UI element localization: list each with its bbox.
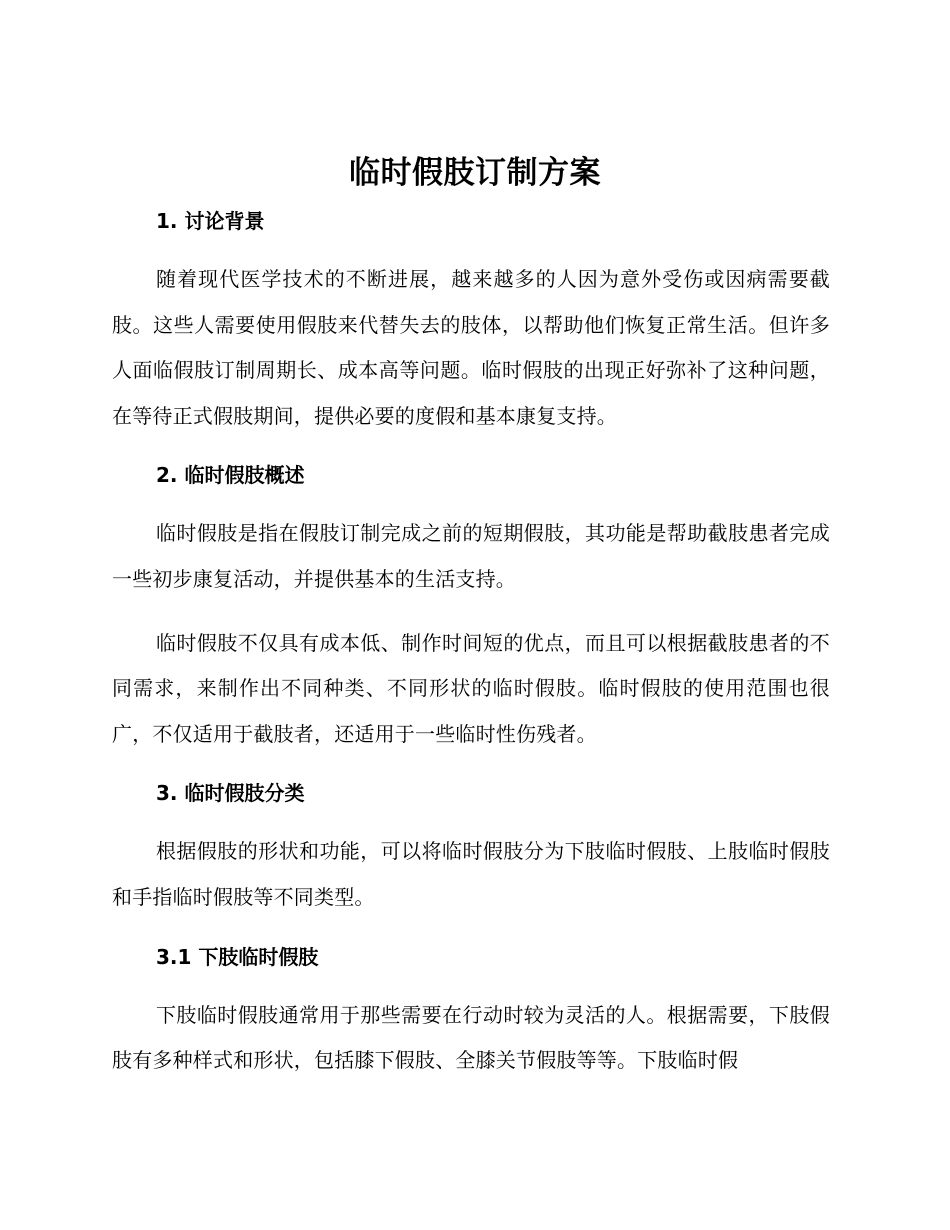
section-heading: 3. 临时假肢分类 [156,781,305,806]
paragraph: 临时假肢是指在假肢订制完成之前的短期假肢，其功能是帮助截肢患者完成一些初步康复活动，并提供基本的生活支持。 [112,521,830,591]
section-heading: 3.1 下肢临时假肢 [156,944,319,969]
section-heading: 2. 临时假肢概述 [156,463,305,488]
paragraph: 随着现代医学技术的不断进展，越来越多的人因为意外受伤或因病需要截肢。这些人需要使用假肢来代替失去的肢体，以帮助他们恢复正常生活。但许多人面临假肢订制周期长、成本高等问题。临时假肢的出现正好弥补了这种问题，在等待正式假肢期间，提供必要的度假和基本康复支持。 [112,267,830,428]
document-body [112,203,830,1084]
document-title: 临时假肢订制方案 [349,155,601,191]
section-heading: 1. 讨论背景 [156,209,265,233]
paragraph: 临时假肢不仅具有成本低、制作时间短的优点，而且可以根据截肢患者的不同需求，来制作出不同种类、不同形状的临时假肢。临时假肢的使用范围也很广，不仅适用于截肢者，还适用于一些临时性伤残者。 [112,630,830,746]
paragraph: 根据假肢的形状和功能，可以将临时假肢分为下肢临时假肢、上肢临时假肢和手指临时假肢等不同类型。 [112,839,830,909]
paragraph: 下肢临时假肢通常用于那些需要在行动时较为灵活的人。根据需要，下肢假肢有多种样式和形状，包括膝下假肢、全膝关节假肢等等。下肢临时假 [112,1002,830,1073]
